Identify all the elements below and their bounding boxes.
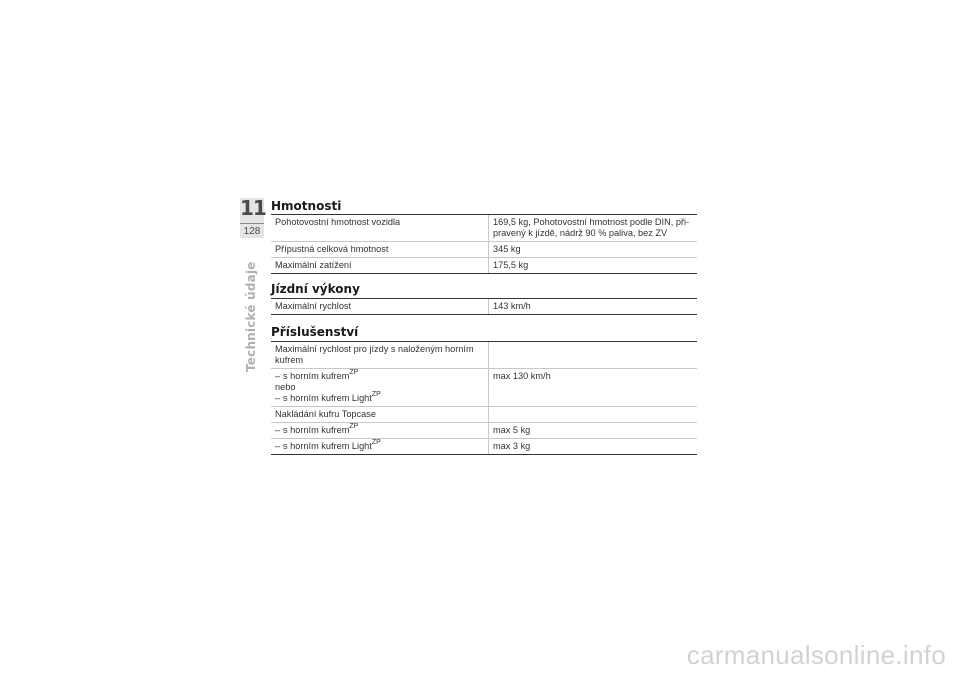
dash-bullet: – bbox=[275, 371, 281, 381]
dash-bullet: – bbox=[275, 425, 281, 435]
option-text: s horním kufrem Light bbox=[283, 393, 372, 403]
option-superscript: ZP bbox=[371, 390, 381, 398]
row-value bbox=[489, 342, 698, 369]
chapter-title: Technické údaje bbox=[244, 261, 258, 372]
option-superscript: ZP bbox=[349, 422, 359, 430]
row-label: Maximální zatížení bbox=[271, 258, 489, 274]
table-row bbox=[271, 258, 697, 274]
chapter-divider bbox=[240, 223, 264, 224]
row-label bbox=[271, 439, 489, 455]
watermark: carmanualsonline.info bbox=[686, 640, 946, 670]
row-label: Přípustná celková hmotnost bbox=[271, 242, 489, 258]
row-label bbox=[271, 369, 489, 407]
weights-table bbox=[271, 214, 697, 274]
row-value: max 5 kg bbox=[489, 423, 698, 439]
table-row bbox=[271, 342, 697, 369]
table-row bbox=[271, 369, 697, 407]
row-label: Maximální rychlost bbox=[271, 299, 489, 315]
accessories-table bbox=[271, 341, 697, 455]
row-value: 175,5 kg bbox=[489, 258, 698, 274]
row-label: Maximální rychlost pro jízdy s naloženým horním kufrem bbox=[271, 342, 489, 369]
chapter-number: 11 bbox=[240, 196, 266, 220]
table-row bbox=[271, 215, 697, 242]
section-title-performance: Jízdní výkony bbox=[271, 282, 360, 296]
row-value: max 130 km/h bbox=[489, 369, 698, 407]
row-label bbox=[271, 423, 489, 439]
table-row bbox=[271, 299, 697, 315]
option-superscript: ZP bbox=[371, 438, 381, 446]
table-row bbox=[271, 423, 697, 439]
row-label: Pohotovostní hmotnost vozidla bbox=[271, 215, 489, 242]
row-label: Nakládání kufru Topcase bbox=[271, 407, 489, 423]
dash-bullet: – bbox=[275, 393, 281, 403]
row-value: 345 kg bbox=[489, 242, 698, 258]
performance-table bbox=[271, 298, 697, 315]
dash-bullet: – bbox=[275, 441, 281, 451]
row-value: 143 km/h bbox=[489, 299, 698, 315]
option-superscript: ZP bbox=[349, 368, 359, 376]
or-text: nebo bbox=[275, 382, 296, 392]
table-row bbox=[271, 439, 697, 455]
option-text: s horním kufrem bbox=[283, 371, 350, 381]
row-value: max 3 kg bbox=[489, 439, 698, 455]
page-number: 128 bbox=[243, 226, 261, 237]
option-text: s horním kufrem bbox=[283, 425, 350, 435]
chapter-side-label bbox=[244, 261, 258, 372]
row-value: 169,5 kg, Pohotovostní hmotnost podle DIN, při-pravený k jízdě, nádrž 90 % paliva, bez ZV bbox=[489, 215, 698, 242]
row-value bbox=[489, 407, 698, 423]
table-row bbox=[271, 407, 697, 423]
option-text: s horním kufrem Light bbox=[283, 441, 372, 451]
table-row bbox=[271, 242, 697, 258]
section-title-accessories: Příslušenství bbox=[271, 325, 359, 339]
section-title-weights: Hmotnosti bbox=[271, 199, 342, 213]
